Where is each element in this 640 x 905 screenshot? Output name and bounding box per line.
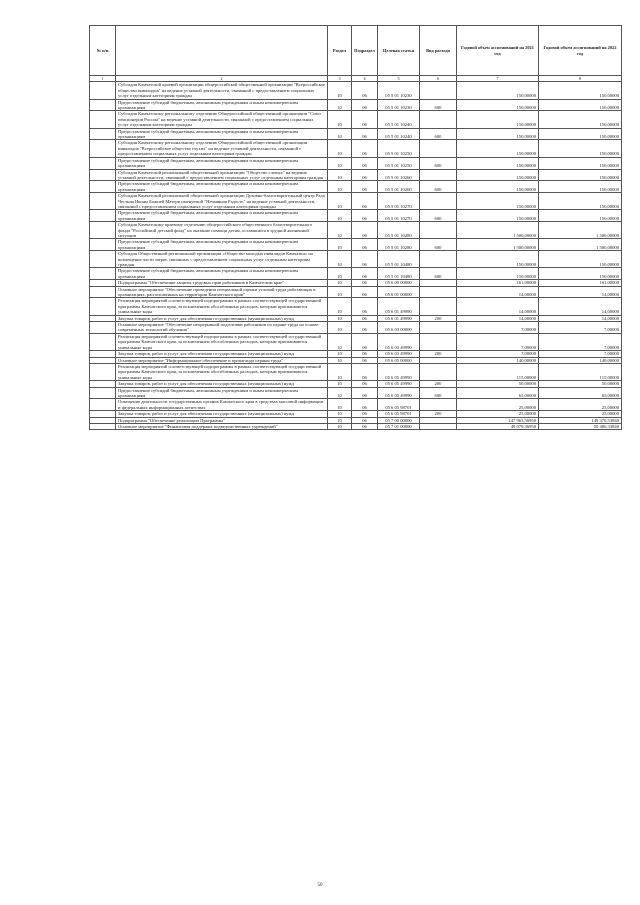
cell-y2021: 150,00000 xyxy=(457,157,539,169)
cell-y2021: 150,00000 xyxy=(457,99,539,111)
cell-target: 05 5 01 10230 xyxy=(378,82,420,99)
table-row xyxy=(90,193,622,210)
table-row xyxy=(90,169,622,181)
cell-podrazdel: 06 xyxy=(352,387,378,399)
cell-y2021: 14,00000 xyxy=(457,315,539,321)
cell-y2021: 150,00000 xyxy=(457,193,539,210)
cell-name: Закупка товаров, работ и услуг для обеспечения государственных (муниципальных) нужд xyxy=(116,411,328,417)
cell-razdel: 10 xyxy=(328,322,352,334)
cell-num xyxy=(90,298,116,315)
cell-podrazdel: 06 xyxy=(352,381,378,387)
cell-podrazdel: 06 xyxy=(352,222,378,239)
cell-vr xyxy=(420,111,457,128)
cell-y2022: 50 486,33840 xyxy=(539,423,622,429)
cell-podrazdel: 06 xyxy=(352,111,378,128)
cell-y2021: 150,00000 xyxy=(457,181,539,193)
table-row xyxy=(90,140,622,157)
cell-y2021: 50,00000 xyxy=(457,381,539,387)
cell-podrazdel: 06 xyxy=(352,210,378,222)
cell-razdel: 10 xyxy=(328,140,352,157)
cell-podrazdel: 06 xyxy=(352,157,378,169)
cell-podrazdel: 06 xyxy=(352,268,378,280)
table-row xyxy=(90,157,622,169)
cell-name: Основное мероприятие "Обеспечение проведения специальной оценки условий труда работающих в организациях, расположенных на территории Камчатского края" xyxy=(116,286,328,298)
cell-num xyxy=(90,399,116,411)
cell-target: 05 5 01 10250 xyxy=(378,140,420,157)
column-number: 1 xyxy=(90,76,116,82)
cell-razdel: 10 xyxy=(328,381,352,387)
table-row xyxy=(90,286,622,298)
cell-name: Субсидия Камчатской региональной общественной организации "Общество слепых" на ведение уставной деятельности, связанной с предоставлением социальных услуг отдельным категориям граждан xyxy=(116,169,328,181)
column-number: 6 xyxy=(420,76,457,82)
cell-y2021: 150,00000 xyxy=(457,268,539,280)
cell-num xyxy=(90,128,116,140)
cell-name: Основное мероприятие "Обеспечение непрерывной подготовки работников по охране труда на основе современных технологий обучения" xyxy=(116,322,328,334)
cell-razdel: 10 xyxy=(328,239,352,251)
cell-target: 05 7 00 00000 xyxy=(378,417,420,423)
cell-target: 05 5 01 10230 xyxy=(378,99,420,111)
cell-razdel: 10 xyxy=(328,333,352,350)
cell-y2022: 14,00000 xyxy=(539,298,622,315)
table-row xyxy=(90,363,622,380)
column-number: 5 xyxy=(378,76,420,82)
cell-name: Предоставление субсидий бюджетным, автономным учреждениям и иным некоммерческим организациям xyxy=(116,157,328,169)
cell-y2021: 150,00000 xyxy=(457,140,539,157)
cell-name: Субсидия Камчатской краевой организации общероссийской общественной организации "Всероссийское общество инвалидов" на ведение уставной деятельности, связанной с предоставлением социальных услуг отдельным категориям граждан xyxy=(116,82,328,99)
cell-vr: 200 xyxy=(420,315,457,321)
cell-name: Реализация мероприятий соответствующей подпрограммы в рамках соответствующей государственной программы Камчатского края, за исключением обособленных расходов, которым присваиваются уникальные коды xyxy=(116,363,328,380)
cell-vr: 600 xyxy=(420,387,457,399)
cell-num xyxy=(90,333,116,350)
cell-razdel: 10 xyxy=(328,193,352,210)
cell-num xyxy=(90,268,116,280)
cell-y2022: 150,00000 xyxy=(539,82,622,99)
cell-y2022: 149 370,53840 xyxy=(539,417,622,423)
cell-target: 05 5 01 10240 xyxy=(378,111,420,128)
cell-vr xyxy=(420,399,457,411)
header-num: № п/п xyxy=(90,26,116,76)
cell-name: Предоставление субсидий бюджетным, автономным учреждениям и иным некоммерческим организациям xyxy=(116,239,328,251)
cell-y2021: 150,00000 xyxy=(457,128,539,140)
cell-razdel: 10 xyxy=(328,169,352,181)
cell-name: Субсидия Камчатской региональной общественной организации Духовно-благотворительный центр Рада Честная Иконы Божией Матери именуемой "Нечаянная Радость" на ведение уставной деятельности, связанной с предоставлением социальных услуг отдельным категориям граждан xyxy=(116,193,328,210)
cell-y2022: 65,00000 xyxy=(539,387,622,399)
table-row xyxy=(90,251,622,268)
cell-target: 05 6 00 00000 xyxy=(378,280,420,286)
cell-num xyxy=(90,181,116,193)
cell-y2022: 50,00000 xyxy=(539,381,622,387)
cell-vr xyxy=(420,333,457,350)
cell-vr xyxy=(420,322,457,334)
cell-name: Подпрограмма "Обеспечение защиты трудовых прав работников в Камчатском крае" xyxy=(116,280,328,286)
cell-name: Предоставление субсидий бюджетным, автономным учреждениям и иным некоммерческим организациям xyxy=(116,99,328,111)
budget-table xyxy=(89,25,622,430)
cell-name: Закупка товаров, работ и услуг для обеспечения государственных (муниципальных) нужд xyxy=(116,351,328,357)
cell-vr xyxy=(420,423,457,429)
cell-name: Предоставление субсидий бюджетным, автономным учреждениям и иным некоммерческим организациям xyxy=(116,387,328,399)
cell-y2021: 150,00000 xyxy=(457,82,539,99)
cell-num xyxy=(90,322,116,334)
cell-razdel: 10 xyxy=(328,411,352,417)
cell-name: Освещение деятельности государственных органов Камчатского края в средствах массовой информации и федеральных информационных агентствах xyxy=(116,399,328,411)
cell-razdel: 10 xyxy=(328,423,352,429)
cell-podrazdel: 06 xyxy=(352,351,378,357)
header-target-article: Целевая статья xyxy=(378,26,420,76)
header-amount-2022: Годовой объем ассигнований на 2022 год xyxy=(539,26,622,76)
cell-y2022: 150,00000 xyxy=(539,268,622,280)
cell-razdel: 10 xyxy=(328,210,352,222)
cell-name: Основное мероприятие "Информационное обеспечение и пропаганда охраны труда" xyxy=(116,357,328,363)
cell-num xyxy=(90,210,116,222)
cell-y2022: 7,00000 xyxy=(539,333,622,350)
cell-podrazdel: 06 xyxy=(352,423,378,429)
table-row xyxy=(90,268,622,280)
cell-y2022: 150,00000 xyxy=(539,210,622,222)
cell-podrazdel: 06 xyxy=(352,99,378,111)
cell-y2022: 150,00000 xyxy=(539,111,622,128)
cell-razdel: 10 xyxy=(328,181,352,193)
cell-razdel: 10 xyxy=(328,387,352,399)
cell-podrazdel: 06 xyxy=(352,411,378,417)
cell-vr: 600 xyxy=(420,181,457,193)
cell-y2022: 150,00000 xyxy=(539,169,622,181)
cell-y2022: 150,00000 xyxy=(539,251,622,268)
cell-num xyxy=(90,387,116,399)
table-row xyxy=(90,399,622,411)
cell-num xyxy=(90,111,116,128)
cell-podrazdel: 06 xyxy=(352,417,378,423)
cell-name: Субсидия Камчатскому региональному отделению Общероссийской общественной организации "Союз пенсионеров России" на ведение уставной деятельности, связанной с предоставлением социальных услуг отдельным категориям граждан xyxy=(116,111,328,128)
cell-name: Предоставление субсидий бюджетным, автономным учреждениям и иным некоммерческим организациям xyxy=(116,210,328,222)
cell-razdel: 10 xyxy=(328,286,352,298)
table-header-row xyxy=(90,26,622,76)
cell-name: Предоставление субсидий бюджетным, автономным учреждениям и иным некоммерческим организациям xyxy=(116,128,328,140)
header-name xyxy=(116,26,328,76)
cell-y2022: 161,00000 xyxy=(539,280,622,286)
cell-num xyxy=(90,239,116,251)
table-row xyxy=(90,298,622,315)
cell-vr: 600 xyxy=(420,157,457,169)
cell-target: 05 5 01 10280 xyxy=(378,239,420,251)
cell-podrazdel: 06 xyxy=(352,286,378,298)
cell-vr xyxy=(420,298,457,315)
cell-target: 05 5 01 10480 xyxy=(378,268,420,280)
cell-num xyxy=(90,251,116,268)
cell-vr xyxy=(420,140,457,157)
cell-podrazdel: 06 xyxy=(352,239,378,251)
cell-target: 05 6 01 00000 xyxy=(378,286,420,298)
cell-target: 05 5 01 10270 xyxy=(378,210,420,222)
cell-y2021: 1 500,00000 xyxy=(457,222,539,239)
cell-target: 05 5 01 10270 xyxy=(378,193,420,210)
cell-podrazdel: 06 xyxy=(352,315,378,321)
cell-num xyxy=(90,169,116,181)
table-row xyxy=(90,387,622,399)
cell-razdel: 10 xyxy=(328,111,352,128)
column-number: 7 xyxy=(457,76,539,82)
cell-razdel: 10 xyxy=(328,280,352,286)
table-row xyxy=(90,239,622,251)
cell-vr: 600 xyxy=(420,210,457,222)
cell-razdel: 10 xyxy=(328,363,352,380)
table-row xyxy=(90,222,622,239)
cell-podrazdel: 06 xyxy=(352,399,378,411)
header-amount-2021: Годовой объем ассигнований на 2021 год xyxy=(457,26,539,76)
cell-razdel: 10 xyxy=(328,399,352,411)
cell-y2022: 150,00000 xyxy=(539,128,622,140)
cell-y2021: 65,00000 xyxy=(457,387,539,399)
cell-target: 05 5 01 10260 xyxy=(378,181,420,193)
cell-y2021: 7,00000 xyxy=(457,322,539,334)
cell-razdel: 10 xyxy=(328,417,352,423)
cell-vr: 200 xyxy=(420,381,457,387)
cell-y2022: 150,00000 xyxy=(539,181,622,193)
cell-razdel: 10 xyxy=(328,251,352,268)
cell-y2021: 150,00000 xyxy=(457,169,539,181)
cell-name: Основное мероприятие "Финансовая поддержка подведомственных учреждений" xyxy=(116,423,328,429)
cell-razdel: 10 xyxy=(328,351,352,357)
cell-vr xyxy=(420,251,457,268)
cell-y2022: 1 500,00000 xyxy=(539,222,622,239)
cell-target: 05 7 01 00000 xyxy=(378,423,420,429)
cell-y2022: 25,00000 xyxy=(539,399,622,411)
page-number: 50 xyxy=(317,883,323,888)
cell-num xyxy=(90,157,116,169)
table-row xyxy=(90,111,622,128)
cell-y2022: 7,00000 xyxy=(539,322,622,334)
cell-vr: 600 xyxy=(420,99,457,111)
cell-y2021: 25,00000 xyxy=(457,399,539,411)
cell-num xyxy=(90,140,116,157)
cell-vr xyxy=(420,363,457,380)
cell-vr: 600 xyxy=(420,268,457,280)
cell-name: Субсидия Общественной региональной организации «Общество молодых инвалидов Камчатки» на возмещение части затрат, связанных с предоставлением социальных услуг отдельным категориям граждан xyxy=(116,251,328,268)
cell-num xyxy=(90,222,116,239)
cell-podrazdel: 06 xyxy=(352,251,378,268)
cell-vr: 200 xyxy=(420,351,457,357)
cell-razdel: 10 xyxy=(328,128,352,140)
cell-y2021: 147 963,56950 xyxy=(457,417,539,423)
cell-num xyxy=(90,193,116,210)
cell-y2021: 150,00000 xyxy=(457,111,539,128)
cell-target: 05 6 01 49990 xyxy=(378,315,420,321)
cell-podrazdel: 06 xyxy=(352,363,378,380)
cell-razdel: 10 xyxy=(328,82,352,99)
cell-name: Подпрограмма "Обеспечение реализации Программы" xyxy=(116,417,328,423)
cell-target: 05 6 05 49990 xyxy=(378,363,420,380)
cell-y2022: 25,00000 xyxy=(539,411,622,417)
cell-vr xyxy=(420,193,457,210)
cell-num xyxy=(90,99,116,111)
cell-podrazdel: 06 xyxy=(352,128,378,140)
cell-target: 05 5 01 10260 xyxy=(378,169,420,181)
cell-razdel: 10 xyxy=(328,315,352,321)
cell-y2021: 140,00000 xyxy=(457,357,539,363)
cell-y2021: 150,00000 xyxy=(457,251,539,268)
cell-y2022: 115,00000 xyxy=(539,363,622,380)
header-expense-type: Вид расхода xyxy=(420,26,457,76)
cell-name: Реализация мероприятий соответствующей подпрограммы в рамках соответствующей государственной программы Камчатского края, за исключением обособленных расходов, которым присваиваются уникальные коды xyxy=(116,333,328,350)
cell-name: Реализация мероприятий соответствующей подпрограммы в рамках соответствующей государственной программы Камчатского края, за исключением обособленных расходов, которым присваиваются уникальные коды xyxy=(116,298,328,315)
cell-y2021: 49 079,36950 xyxy=(457,423,539,429)
cell-target: 05 6 05 00000 xyxy=(378,357,420,363)
cell-y2022: 150,00000 xyxy=(539,99,622,111)
cell-num xyxy=(90,82,116,99)
cell-podrazdel: 06 xyxy=(352,333,378,350)
cell-name: Закупка товаров, работ и услуг для обеспечения государственных (муниципальных) нужд xyxy=(116,315,328,321)
cell-vr xyxy=(420,82,457,99)
column-number: 2 xyxy=(116,76,328,82)
cell-name: Субсидия Камчатскому региональному отделению Общероссийской общественной организации инвалидов "Всероссийское общество глухих" на ведение уставной деятельности, связанной с предоставлением социальных услуг отдельным категориям граждан xyxy=(116,140,328,157)
cell-vr xyxy=(420,286,457,298)
header-podrazdel: Подраздел xyxy=(352,26,378,76)
cell-name: Закупка товаров, работ и услуг для обеспечения государственных (муниципальных) нужд xyxy=(116,381,328,387)
cell-podrazdel: 06 xyxy=(352,82,378,99)
cell-y2021: 14,00000 xyxy=(457,298,539,315)
cell-target: 05 6 03 00000 xyxy=(378,322,420,334)
cell-num xyxy=(90,363,116,380)
table-row xyxy=(90,423,622,429)
cell-target: 05 6 05 49990 xyxy=(378,387,420,399)
cell-y2022: 14,00000 xyxy=(539,315,622,321)
cell-vr xyxy=(420,169,457,181)
column-number: 8 xyxy=(539,76,622,82)
cell-vr: 600 xyxy=(420,128,457,140)
cell-razdel: 10 xyxy=(328,99,352,111)
cell-num xyxy=(90,423,116,429)
cell-y2022: 150,00000 xyxy=(539,157,622,169)
cell-y2022: 1 500,00000 xyxy=(539,239,622,251)
cell-razdel: 10 xyxy=(328,222,352,239)
header-razdel: Раздел xyxy=(328,26,352,76)
cell-y2021: 7,00000 xyxy=(457,351,539,357)
table-row xyxy=(90,333,622,350)
cell-name: Предоставление субсидий бюджетным, автономным учреждениям и иным некоммерческим организациям xyxy=(116,181,328,193)
cell-podrazdel: 06 xyxy=(352,322,378,334)
cell-y2021: 1 500,00000 xyxy=(457,239,539,251)
cell-razdel: 10 xyxy=(328,298,352,315)
cell-name: Субсидия Камчатскому краевому отделению общероссийского общественного благотворительного фонда "Российский детский фонд" на оказание помощи детям, оставшимся в трудной жизненной ситуации xyxy=(116,222,328,239)
cell-y2021: 161,00000 xyxy=(457,280,539,286)
cell-razdel: 10 xyxy=(328,268,352,280)
cell-y2021: 14,00000 xyxy=(457,286,539,298)
cell-podrazdel: 06 xyxy=(352,298,378,315)
cell-target: 05 6 03 49990 xyxy=(378,333,420,350)
column-number: 3 xyxy=(328,76,352,82)
cell-num xyxy=(90,286,116,298)
cell-podrazdel: 06 xyxy=(352,280,378,286)
table-row xyxy=(90,128,622,140)
cell-y2022: 150,00000 xyxy=(539,193,622,210)
cell-target: 05 6 05 98701 xyxy=(378,399,420,411)
cell-razdel: 10 xyxy=(328,157,352,169)
cell-y2022: 140,00000 xyxy=(539,357,622,363)
cell-y2021: 25,00000 xyxy=(457,411,539,417)
cell-podrazdel: 06 xyxy=(352,181,378,193)
table-row xyxy=(90,210,622,222)
cell-podrazdel: 06 xyxy=(352,140,378,157)
table-row xyxy=(90,322,622,334)
cell-target: 05 6 05 49990 xyxy=(378,381,420,387)
cell-razdel: 10 xyxy=(328,357,352,363)
cell-vr: 200 xyxy=(420,411,457,417)
cell-target: 05 5 01 10250 xyxy=(378,157,420,169)
cell-podrazdel: 06 xyxy=(352,169,378,181)
table-row xyxy=(90,99,622,111)
cell-vr xyxy=(420,222,457,239)
cell-name: Предоставление субсидий бюджетным, автономным учреждениям и иным некоммерческим организациям xyxy=(116,268,328,280)
cell-target: 05 5 01 10280 xyxy=(378,222,420,239)
table-row xyxy=(90,181,622,193)
cell-y2021: 150,00000 xyxy=(457,210,539,222)
cell-target: 05 6 03 49990 xyxy=(378,351,420,357)
cell-y2021: 7,00000 xyxy=(457,333,539,350)
cell-y2022: 150,00000 xyxy=(539,140,622,157)
cell-y2021: 115,00000 xyxy=(457,363,539,380)
cell-vr: 600 xyxy=(420,239,457,251)
cell-target: 05 6 01 49990 xyxy=(378,298,420,315)
cell-podrazdel: 06 xyxy=(352,193,378,210)
cell-target: 05 6 05 98701 xyxy=(378,411,420,417)
cell-podrazdel: 06 xyxy=(352,357,378,363)
table-row xyxy=(90,82,622,99)
cell-y2022: 7,00000 xyxy=(539,351,622,357)
column-number: 4 xyxy=(352,76,378,82)
cell-target: 05 5 01 10480 xyxy=(378,251,420,268)
cell-target: 05 5 01 10240 xyxy=(378,128,420,140)
cell-y2022: 14,00000 xyxy=(539,286,622,298)
